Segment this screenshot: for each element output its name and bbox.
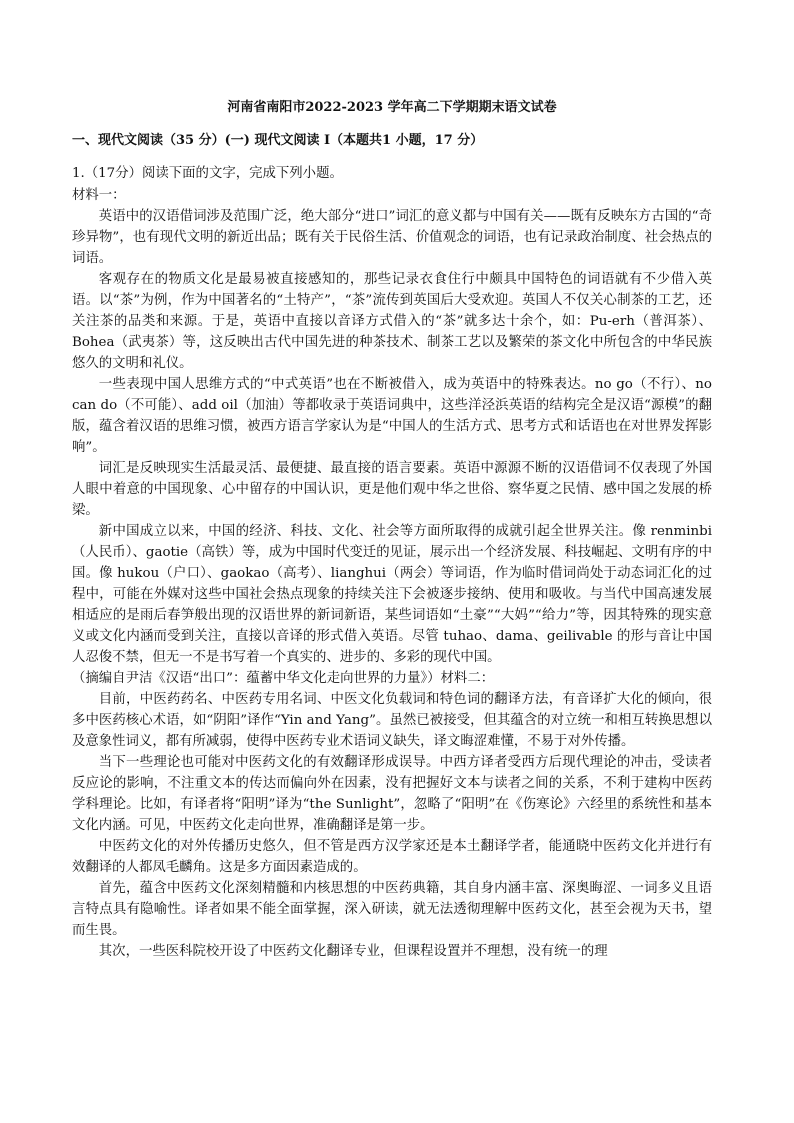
section-heading: 一、现代文阅读（35 分）(一) 现代文阅读 I（本题共1 小题，17 分） [72,133,484,148]
material2-paragraph-3: 中医药文化的对外传播历史悠久，但不管是西方汉学家还是本土翻译学者，能通晓中医药文化并进行有效翻译的人都凤毛麟角。这是多方面因素造成的。 [72,839,712,875]
material1-paragraph-1: 英语中的汉语借词涉及范围广泛，绝大部分“进口”词汇的意义都与中国有关——既有反映东方古国的“奇珍异物”，也有现代文明的新近出品；既有关于民俗生活、价值观念的词语，也有记录政治制度、社会热点的词语。 [72,209,712,266]
exam-page [72,96,712,962]
material-one-label: 材料一： [72,188,126,203]
material2-paragraph-1: 目前，中医药药名、中医药专用名词、中医文化负载词和特色词的翻译方法，有音译扩大化的倾向，很多中医药核心术语，如“阴阳”译作“Yin and Yang”。虽然已被接受，但其蕴含的对立统一和相互转换思想以及意象性词义，都有所减弱，使得中医药专业术语词义缺失，译文晦涩难懂，不易于对外传播。 [72,692,712,749]
material2-paragraph-2: 当下一些理论也可能对中医药文化的有效翻译形成误导。中西方译者受西方后现代理论的冲击，受读者反应论的影响，不注重文本的传达而偏向外在因素，没有把握好文本与读者之间的关系，不利于建构中医药学科理论。比如，有译者将“阳明”译为“the Sunlight”，忽略了“阳明”在《伤寒论》六经里的系统性和基本文化内涵。可见，中医药文化走向世界，准确翻译是第一步。 [72,755,712,833]
material1-paragraph-2: 客观存在的物质文化是最易被直接感知的，那些记录衣食住行中颇具中国特色的词语就有不少借入英语。以“茶”为例，作为中国著名的“土特产”，“茶”流传到英国后大受欢迎。英国人不仅关心制茶的工艺，还关注茶的品类和来源。于是，英语中直接以音译方式借入的“茶”就多达十余个，如：Pu-erh（普洱茶）、Bohea（武夷茶）等，这反映出古代中国先进的种茶技术、制茶工艺以及繁荣的茶文化中所包含的中华民族悠久的文明和礼仪。 [72,272,712,371]
material1-paragraph-4: 词汇是反映现实生活最灵活、最便捷、最直接的语言要素。英语中源源不断的汉语借词不仅表现了外国人眼中着意的中国现象、心中留存的中国认识，更是他们观中华之世俗、察华夏之民情、感中国之发展的桥梁。 [72,461,712,518]
material1-paragraph-3: 一些表现中国人思维方式的“中式英语”也在不断被借入，成为英语中的特殊表达。no go（不行）、no can do（不可能）、add oil（加油）等都收录于英语词典中，这些洋泾浜英语的结构完全是汉语“源模”的翻版，蕴含着汉语的思维习惯，被西方语言学家认为是“中国人的生活方式、思考方式和话语也在对世界发挥影响”。 [72,377,712,455]
exam-title: 河南省南阳市2022-2023 学年高二下学期期末语文试卷 [227,100,557,115]
material2-paragraph-5: 其次，一些医科院校开设了中医药文化翻译专业，但课程设置并不理想，没有统一的理 [98,944,608,959]
material2-paragraph-4: 首先，蕴含中医药文化深刻精髓和内核思想的中医药典籍，其自身内涵丰富、深奥晦涩、一词多义且语言特点具有隐喻性。译者如果不能全面掌握，深入研读，就无法透彻理解中医药文化，甚至会视为天书，望而生畏。 [72,881,712,938]
question-intro: 1.（17分）阅读下面的文字，完成下列小题。 [72,166,343,181]
citation-line: （摘编自尹洁《汉语“出口”：蕴蓄中华文化走向世界的力量》）材料二： [72,671,495,686]
material1-paragraph-5: 新中国成立以来，中国的经济、科技、文化、社会等方面所取得的成就引起全世界关注。像 renminbi（人民币）、gaotie（高铁）等，成为中国时代变迁的见证，展示出一个经济发展、科技崛起、文明有序的中国。像 hukou（户口）、gaokao（高考）、lianghui（两会）等词语，作为临时借词尚处于动态词汇化的过程中，可能在外媒对这些中国社会热点现象的持续关注下会被逐步接纳、使用和吸收。与当代中国高速发展相适应的是雨后春笋般出现的汉语世界的新词新语，某些词语如“土豪”“大妈”“给力”等，因其特殊的现实意义或文化内涵而受到关注，直接以音译的形式借入英语。尽管 tuhao、dama、geilivable 的形与音让中国人忍俊不禁，但无一不是书写着一个真实的、进步的、多彩的现代中国。 [72,524,712,665]
